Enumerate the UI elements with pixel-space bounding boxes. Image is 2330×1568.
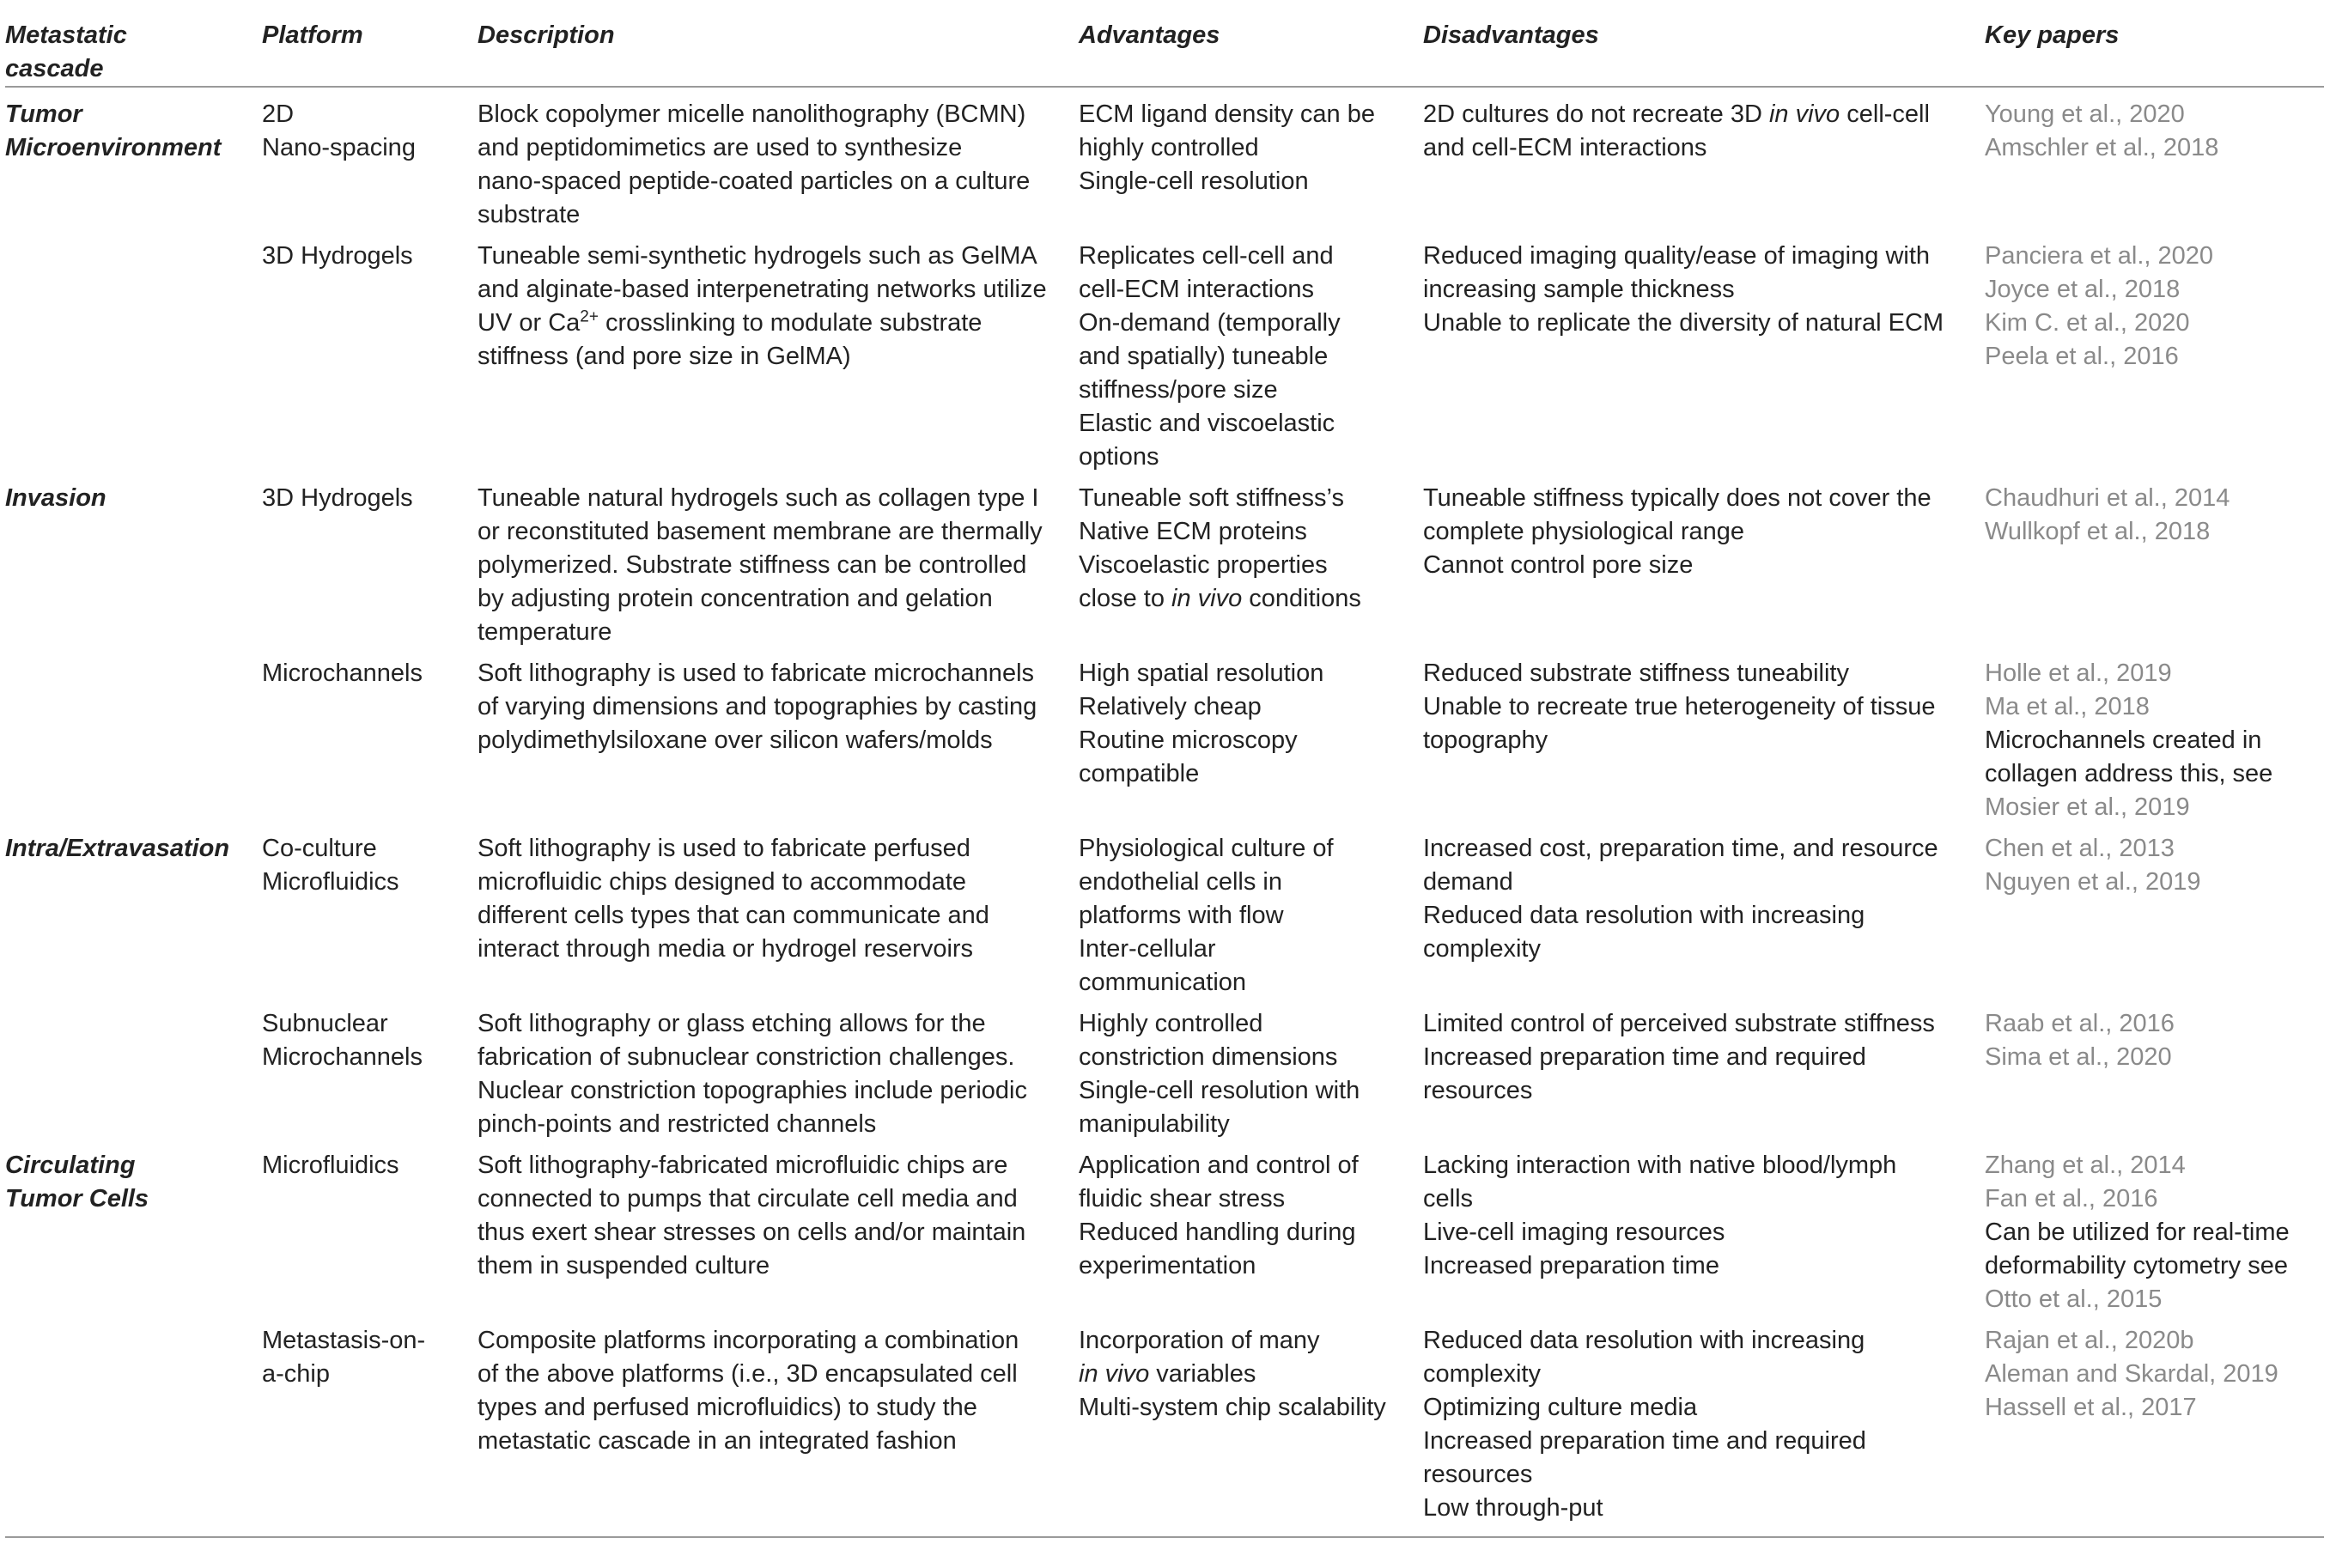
description-cell — [478, 832, 989, 966]
cell-text-line: Physiological culture of — [1079, 835, 1334, 862]
cell-text-line: ECM ligand density can be — [1079, 100, 1375, 128]
advantages-cell — [1079, 1007, 1360, 1141]
cell-text-line: and peptidomimetics are used to synthesize — [478, 134, 963, 161]
description-cell — [478, 482, 1043, 649]
disadvantages-cell — [1423, 98, 1930, 165]
paper-note: Microchannels created in — [1985, 726, 2262, 754]
key-papers-cell — [1985, 98, 2218, 165]
cell-text-line: Tumor — [5, 100, 82, 128]
cell-text-line: fluidic shear stress — [1079, 1185, 1286, 1212]
advantages-cell — [1079, 832, 1334, 1000]
cell-text-line: Microenvironment — [5, 134, 222, 161]
cell-text-line: of varying dimensions and topographies by casting — [478, 693, 1037, 720]
cell-text-line: compatible — [1079, 760, 1200, 787]
cell-text-line: complete physiological range — [1423, 518, 1744, 545]
cell-text-line: endothelial cells in — [1079, 868, 1282, 896]
cell-text-line: Nano-spacing — [262, 134, 416, 161]
header-advantages — [1079, 19, 1220, 52]
cell-text-line: Optimizing culture media — [1423, 1394, 1698, 1421]
cell-text-line: Microfluidics — [262, 868, 399, 896]
cell-text-line: Highly controlled — [1079, 1010, 1263, 1037]
table-header — [5, 12, 2324, 88]
disadvantages-cell — [1423, 1149, 1896, 1283]
cell-text-line: nano-spaced peptide-coated particles on a culture — [478, 167, 1031, 195]
platform-cell — [262, 1007, 423, 1074]
cell-text-line: Soft lithography-fabricated microfluidic chips are — [478, 1152, 1008, 1179]
table-row — [5, 1007, 2324, 1141]
cell-text-line: increasing sample thickness — [1423, 276, 1735, 303]
cell-text-line: interact through media or hydrogel reservoirs — [478, 935, 974, 963]
citation: Joyce et al., 2018 — [1985, 276, 2181, 303]
cell-text-line: Relatively cheap — [1079, 693, 1262, 720]
cell-text-line: Lacking interaction with native blood/lymph — [1423, 1152, 1897, 1179]
table-row — [5, 1324, 2324, 1525]
cell-text-line: Increased preparation time and required — [1423, 1427, 1866, 1455]
cell-text-line: Composite platforms incorporating a combination — [478, 1327, 1019, 1354]
cell-text-line: Tuneable natural hydrogels such as collagen type I — [478, 484, 1039, 512]
cell-text-line: Soft lithography or glass etching allows for the — [478, 1010, 986, 1037]
cell-text-line: Unable to replicate the diversity of natural ECM — [1423, 309, 1944, 337]
cascade-cell — [5, 1149, 149, 1216]
description-cell — [478, 1007, 1027, 1141]
cell-text-line: fabrication of subnuclear constriction challenges. — [478, 1043, 1015, 1071]
platform-cell — [262, 832, 399, 899]
cell-text-line: close to in vivo conditions — [1079, 585, 1361, 612]
key-papers-cell — [1985, 1007, 2175, 1074]
cell-text-line: Tuneable stiffness typically does not cover the — [1423, 484, 1932, 512]
header-description — [478, 19, 615, 52]
cell-text-line: a-chip — [262, 1360, 330, 1388]
key-papers-cell — [1985, 1149, 2290, 1316]
cell-text-line: stiffness/pore size — [1079, 376, 1278, 404]
cell-text-line: Single-cell resolution — [1079, 167, 1309, 195]
cell-text-line: Reduced substrate stiffness tuneability — [1423, 659, 1849, 687]
advantages-cell — [1079, 1149, 1359, 1283]
cell-text-line: Nuclear constriction topographies include periodic — [478, 1077, 1027, 1104]
cell-text-line: Incorporation of many — [1079, 1327, 1320, 1354]
platform-cell — [262, 240, 413, 273]
cell-text-line: Increased preparation time — [1423, 1252, 1719, 1279]
citation: Nguyen et al., 2019 — [1985, 868, 2201, 896]
paper-note: deformability cytometry see — [1985, 1252, 2288, 1279]
cell-text-line: Circulating — [5, 1152, 136, 1179]
cascade-cell — [5, 98, 221, 165]
cell-text-line: Increased preparation time and required — [1423, 1043, 1866, 1071]
disadvantages-cell — [1423, 657, 1935, 757]
cell-text-line: Soft lithography is used to fabricate microchannels — [478, 659, 1035, 687]
cell-text-line: Elastic and viscoelastic — [1079, 410, 1335, 437]
citation: Panciera et al., 2020 — [1985, 242, 2214, 270]
cell-text-line: complexity — [1423, 1360, 1541, 1388]
cell-text-line: temperature — [478, 618, 612, 646]
citation: Holle et al., 2019 — [1985, 659, 2172, 687]
cell-text-line: Cannot control pore size — [1423, 551, 1694, 579]
cell-text-line: Intra/Extravasation — [5, 835, 230, 862]
disadvantages-cell — [1423, 1007, 1935, 1108]
cell-text-line: High spatial resolution — [1079, 659, 1324, 687]
header-line: Key papers — [1985, 21, 2120, 49]
cascade-cell — [5, 482, 106, 515]
key-papers-cell — [1985, 657, 2272, 824]
cell-text-line: Increased cost, preparation time, and resource — [1423, 835, 1938, 862]
header-line: Metastatic — [5, 21, 127, 49]
citation: Fan et al., 2016 — [1985, 1185, 2158, 1212]
cell-text-line: constriction dimensions — [1079, 1043, 1338, 1071]
cell-text-line: and spatially) tuneable — [1079, 343, 1329, 370]
cell-text-line: them in suspended culture — [478, 1252, 770, 1279]
cell-text-line: Microchannels — [262, 1043, 423, 1071]
cell-text-line: UV or $Ca^{2+}$ crosslinking to modulate substrate — [478, 307, 982, 337]
cell-text-line: demand — [1423, 868, 1513, 896]
paper-note: collagen address this, see — [1985, 760, 2273, 787]
cell-text-line: Invasion — [5, 484, 106, 512]
cell-text-line: Multi-system chip scalability — [1079, 1394, 1386, 1421]
citation: Otto et al., 2015 — [1985, 1285, 2163, 1313]
cell-text-line: Limited control of perceived substrate stiffness — [1423, 1010, 1935, 1037]
cell-text-line: communication — [1079, 969, 1247, 996]
table-body — [5, 88, 2324, 1525]
citation: Aleman and Skardal, 2019 — [1985, 1360, 2278, 1388]
table-bottom-rule — [5, 1536, 2324, 1538]
cell-text-line: Reduced data resolution with increasing — [1423, 1327, 1865, 1354]
cell-text-line: 2D cultures do not recreate 3D in vivo cell-cell — [1423, 100, 1930, 128]
cell-text-line: Unable to recreate true heterogeneity of tissue — [1423, 693, 1936, 720]
citation: Hassell et al., 2017 — [1985, 1394, 2197, 1421]
key-papers-cell — [1985, 832, 2201, 899]
cell-text-line: of the above platforms (i.e., 3D encapsulated cell — [478, 1360, 1018, 1388]
cell-text-line: resources — [1423, 1077, 1533, 1104]
cell-text-line: pinch-points and restricted channels — [478, 1110, 877, 1138]
description-cell — [478, 98, 1030, 232]
header-metastatic-cascade — [5, 19, 127, 86]
comparison-table — [5, 12, 2324, 1533]
key-papers-cell — [1985, 1324, 2278, 1425]
table-row — [5, 240, 2324, 474]
table-row — [5, 657, 2324, 824]
advantages-cell — [1079, 482, 1361, 616]
citation: Ma et al., 2018 — [1985, 693, 2150, 720]
cell-text-line: connected to pumps that circulate cell media and — [478, 1185, 1018, 1212]
table-row — [5, 482, 2324, 649]
table-row — [5, 98, 2324, 232]
key-papers-cell — [1985, 240, 2213, 374]
description-cell — [478, 240, 1047, 374]
cell-text-line: options — [1079, 443, 1159, 471]
cell-text-line: substrate — [478, 201, 581, 228]
cell-text-line: Subnuclear — [262, 1010, 388, 1037]
cell-text-line: stiffness (and pore size in GelMA) — [478, 343, 851, 370]
cell-text-line: and alginate-based interpenetrating networks utilize — [478, 276, 1047, 303]
cell-text-line: Routine microscopy — [1079, 726, 1298, 754]
cell-text-line: 3D Hydrogels — [262, 484, 413, 512]
advantages-cell — [1079, 657, 1323, 791]
disadvantages-cell — [1423, 832, 1938, 966]
cell-text-line: Native ECM proteins — [1079, 518, 1307, 545]
cell-text-line: thus exert shear stresses on cells and/or maintain — [478, 1219, 1026, 1246]
citation: Raab et al., 2016 — [1985, 1010, 2175, 1037]
cell-text-line: and cell-ECM interactions — [1423, 134, 1707, 161]
cell-text-line: Tuneable semi-synthetic hydrogels such as GelMA — [478, 242, 1037, 270]
cell-text-line: On-demand (temporally — [1079, 309, 1341, 337]
cell-text-line: Reduced data resolution with increasing — [1423, 902, 1865, 929]
cell-text-line: topography — [1423, 726, 1548, 754]
cell-text-line: resources — [1423, 1461, 1533, 1488]
platform-cell — [262, 98, 416, 165]
citation: Sima et al., 2020 — [1985, 1043, 2172, 1071]
cell-text-line: Low through-put — [1423, 1494, 1603, 1522]
citation: Wullkopf et al., 2018 — [1985, 518, 2211, 545]
header-line: Disadvantages — [1423, 21, 1599, 49]
cell-text-line: Live-cell imaging resources — [1423, 1219, 1725, 1246]
cell-text-line: Reduced handling during — [1079, 1219, 1356, 1246]
cell-text-line: Metastasis-on- — [262, 1327, 426, 1354]
citation: Chen et al., 2013 — [1985, 835, 2175, 862]
advantages-cell — [1079, 1324, 1386, 1425]
table-row — [5, 1149, 2324, 1316]
cell-text-line: polydimethylsiloxane over silicon wafers/molds — [478, 726, 993, 754]
cell-text-line: by adjusting protein concentration and gelation — [478, 585, 993, 612]
header-line: Description — [478, 21, 615, 49]
citation: Peela et al., 2016 — [1985, 343, 2179, 370]
cell-text-line: Reduced imaging quality/ease of imaging with — [1423, 242, 1931, 270]
cell-text-line: platforms with flow — [1079, 902, 1284, 929]
cell-text-line: microfluidic chips designed to accommodate — [478, 868, 966, 896]
cascade-cell — [5, 832, 229, 866]
header-platform — [262, 19, 363, 52]
description-cell — [478, 657, 1037, 757]
citation: Chaudhuri et al., 2014 — [1985, 484, 2230, 512]
table-row — [5, 832, 2324, 1000]
cell-text-line: Tumor Cells — [5, 1185, 149, 1212]
citation: Zhang et al., 2014 — [1985, 1152, 2186, 1179]
header-line: Platform — [262, 21, 363, 49]
cell-text-line: experimentation — [1079, 1252, 1256, 1279]
header-key-papers — [1985, 19, 2119, 52]
cell-text-line: complexity — [1423, 935, 1541, 963]
cell-text-line: Replicates cell-cell and — [1079, 242, 1334, 270]
platform-cell — [262, 1149, 399, 1182]
description-cell — [478, 1324, 1019, 1458]
citation: Young et al., 2020 — [1985, 100, 2185, 128]
cell-text-line: highly controlled — [1079, 134, 1259, 161]
citation: Rajan et al., 2020b — [1985, 1327, 2194, 1354]
header-line: cascade — [5, 55, 104, 82]
cell-text-line: Single-cell resolution with — [1079, 1077, 1360, 1104]
cell-text-line: Block copolymer micelle nanolithography (BCMN) — [478, 100, 1026, 128]
cell-text-line: cell-ECM interactions — [1079, 276, 1314, 303]
platform-cell — [262, 482, 413, 515]
key-papers-cell — [1985, 482, 2230, 549]
citation: Kim C. et al., 2020 — [1985, 309, 2190, 337]
cell-text-line: metastatic cascade in an integrated fashion — [478, 1427, 957, 1455]
citation: Amschler et al., 2018 — [1985, 134, 2219, 161]
disadvantages-cell — [1423, 482, 1932, 582]
header-disadvantages — [1423, 19, 1599, 52]
cell-text-line: Soft lithography is used to fabricate perfused — [478, 835, 970, 862]
paper-note: Can be utilized for real-time — [1985, 1219, 2290, 1246]
cell-text-line: in vivo variables — [1079, 1360, 1256, 1388]
cell-text-line: types and perfused microfluidics) to study the — [478, 1394, 977, 1421]
cell-text-line: Tuneable soft stiffness’s — [1079, 484, 1344, 512]
cell-text-line: different cells types that can communicate and — [478, 902, 989, 929]
cell-text-line: Microfluidics — [262, 1152, 399, 1179]
cell-text-line: polymerized. Substrate stiffness can be controlled — [478, 551, 1027, 579]
cell-text-line: Microchannels — [262, 659, 423, 687]
disadvantages-cell — [1423, 240, 1944, 340]
cell-text-line: Application and control of — [1079, 1152, 1359, 1179]
cell-text-line: Viscoelastic properties — [1079, 551, 1328, 579]
cell-text-line: 2D — [262, 100, 295, 128]
header-line: Advantages — [1079, 21, 1220, 49]
cell-text-line: cells — [1423, 1185, 1474, 1212]
description-cell — [478, 1149, 1025, 1283]
cell-text-line: Co-culture — [262, 835, 377, 862]
platform-cell — [262, 1324, 425, 1391]
citation: Mosier et al., 2019 — [1985, 793, 2190, 821]
cell-text-line: Inter-cellular — [1079, 935, 1216, 963]
disadvantages-cell — [1423, 1324, 1866, 1525]
platform-cell — [262, 657, 423, 690]
cell-text-line: manipulability — [1079, 1110, 1230, 1138]
advantages-cell — [1079, 240, 1341, 474]
cell-text-line: 3D Hydrogels — [262, 242, 413, 270]
advantages-cell — [1079, 98, 1375, 198]
cell-text-line: or reconstituted basement membrane are thermally — [478, 518, 1043, 545]
